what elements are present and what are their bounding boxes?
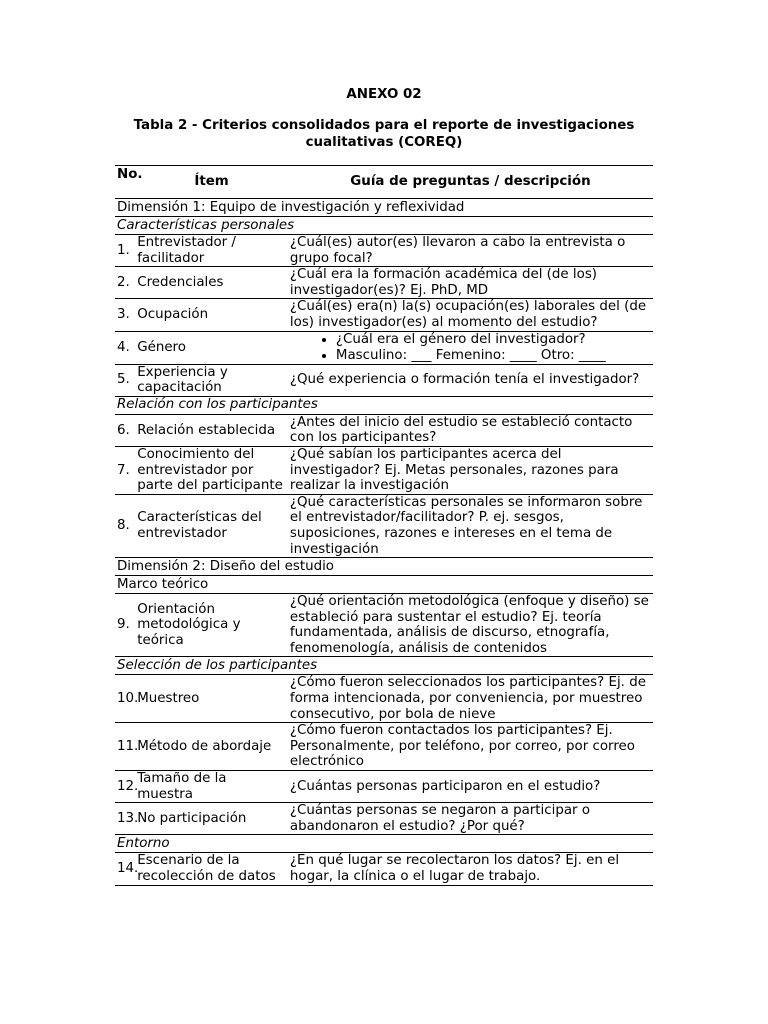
item-description: ¿Qué sabían los participantes acerca del investigador? Ej. Metas personales, razones para realizar la investigación xyxy=(288,446,653,494)
section-row xyxy=(115,558,653,576)
table-row xyxy=(115,723,653,771)
subsection-title: Relación con los participantes xyxy=(115,396,653,414)
item-description: ¿Qué orientación metodológica (enfoque y diseño) se estableció para sustentar el estudio? Ej. teoría fundamentada, análisis de discurso, etnografía, fenomenología, análisis de contenidos xyxy=(288,594,653,657)
item-number: 3. xyxy=(115,299,135,331)
subsection-row xyxy=(115,576,653,594)
header-item: Ítem xyxy=(135,166,288,199)
item-number: 6. xyxy=(115,414,135,446)
table-row xyxy=(115,331,653,364)
section-title: Dimensión 2: Diseño del estudio xyxy=(115,558,653,576)
table-row xyxy=(115,771,653,803)
table-row xyxy=(115,364,653,396)
item-name: Credenciales xyxy=(135,267,288,299)
item-name: Escenario de la recolección de datos xyxy=(135,853,288,885)
table-body xyxy=(115,199,653,886)
item-description: ¿Cuál(es) autor(es) llevaron a cabo la entrevista o grupo focal? xyxy=(288,235,653,267)
coreq-table xyxy=(115,165,653,886)
subsection-title: Características personales xyxy=(115,217,653,235)
item-description: ¿Cómo fueron seleccionados los participantes? Ej. de forma intencionada, por conveniencia, por muestreo consecutivo, por bola de nieve xyxy=(288,675,653,723)
item-description: ¿Qué experiencia o formación tenía el investigador? xyxy=(288,364,653,396)
item-name: Tamaño de la muestra xyxy=(135,771,288,803)
table-row xyxy=(115,675,653,723)
table-row xyxy=(115,446,653,494)
table-row xyxy=(115,235,653,267)
annex-label: ANEXO 02 xyxy=(346,87,422,102)
item-description: ¿Cómo fueron contactados los participantes? Ej. Personalmente, por teléfono, por correo, por correo electrónico xyxy=(288,723,653,771)
subsection-row xyxy=(115,657,653,675)
item-description: ¿En qué lugar se recolectaron los datos? Ej. en el hogar, la clínica o el lugar de trabajo. xyxy=(288,853,653,885)
item-number: 9. xyxy=(115,594,135,657)
item-description: ¿Cuántas personas se negaron a participar o abandonaron el estudio? ¿Por qué? xyxy=(288,803,653,835)
subsection-title: Selección de los participantes xyxy=(115,657,653,675)
item-number: 2. xyxy=(115,267,135,299)
item-number: 14. xyxy=(115,853,135,885)
subsection-title: Entorno xyxy=(115,835,653,853)
item-name: Ocupación xyxy=(135,299,288,331)
item-name: No participación xyxy=(135,803,288,835)
item-name: Experiencia y capacitación xyxy=(135,364,288,396)
item-number: 10. xyxy=(115,675,135,723)
item-number: 11. xyxy=(115,723,135,771)
item-number: 1. xyxy=(115,235,135,267)
item-description: ¿Cuál(es) era(n) la(s) ocupación(es) laborales del (de los) investigador(es) al momento del estudio? xyxy=(288,299,653,331)
item-number: 13. xyxy=(115,803,135,835)
header-description: Guía de preguntas / descripción xyxy=(288,166,653,199)
item-name: Conocimiento del entrevistador por parte del participante xyxy=(135,446,288,494)
bullet-item: • ¿Cuál era el género del investigador? xyxy=(336,332,651,348)
item-name: Entrevistador / facilitador xyxy=(135,235,288,267)
header-no: No. xyxy=(115,166,135,199)
table-row xyxy=(115,414,653,446)
table-row xyxy=(115,494,653,557)
item-number: 5. xyxy=(115,364,135,396)
item-description: ¿Cuál era la formación académica del (de los) investigador(es)? Ej. PhD, MD xyxy=(288,267,653,299)
section-row xyxy=(115,199,653,217)
subsection-title: Marco teórico xyxy=(115,576,653,594)
item-name: Características del entrevistador xyxy=(135,494,288,557)
item-name: Método de abordaje xyxy=(135,723,288,771)
bullet-item: • Masculino: ___ Femenino: ____ Otro: ____ xyxy=(336,348,651,364)
table-row xyxy=(115,594,653,657)
table-row xyxy=(115,299,653,331)
item-number: 12. xyxy=(115,771,135,803)
table-header-row xyxy=(115,166,653,199)
subsection-row xyxy=(115,217,653,235)
item-description: ¿Qué características personales se informaron sobre el entrevistador/facilitador? P. ej. sesgos, suposiciones, razones e intereses en el tema de investigación xyxy=(288,494,653,557)
item-description: ¿Antes del inicio del estudio se estableció contacto con los participantes? xyxy=(288,414,653,446)
section-title: Dimensión 1: Equipo de investigación y reflexividad xyxy=(115,199,653,217)
table-title: Tabla 2 - Criterios consolidados para el reporte de investigaciones cualitativas (COREQ) xyxy=(133,118,635,150)
item-number: 8. xyxy=(115,494,135,557)
item-description: ¿Cuántas personas participaron en el estudio? xyxy=(288,771,653,803)
item-name: Muestreo xyxy=(135,675,288,723)
item-description xyxy=(288,331,653,364)
item-name: Orientación metodológica y teórica xyxy=(135,594,288,657)
item-name: Género xyxy=(135,331,288,364)
bullet-list xyxy=(290,332,651,364)
subsection-row xyxy=(115,835,653,853)
item-number: 7. xyxy=(115,446,135,494)
item-name: Relación establecida xyxy=(135,414,288,446)
table-row xyxy=(115,803,653,835)
item-number: 4. xyxy=(115,331,135,364)
table-row xyxy=(115,267,653,299)
subsection-row xyxy=(115,396,653,414)
table-row xyxy=(115,853,653,885)
